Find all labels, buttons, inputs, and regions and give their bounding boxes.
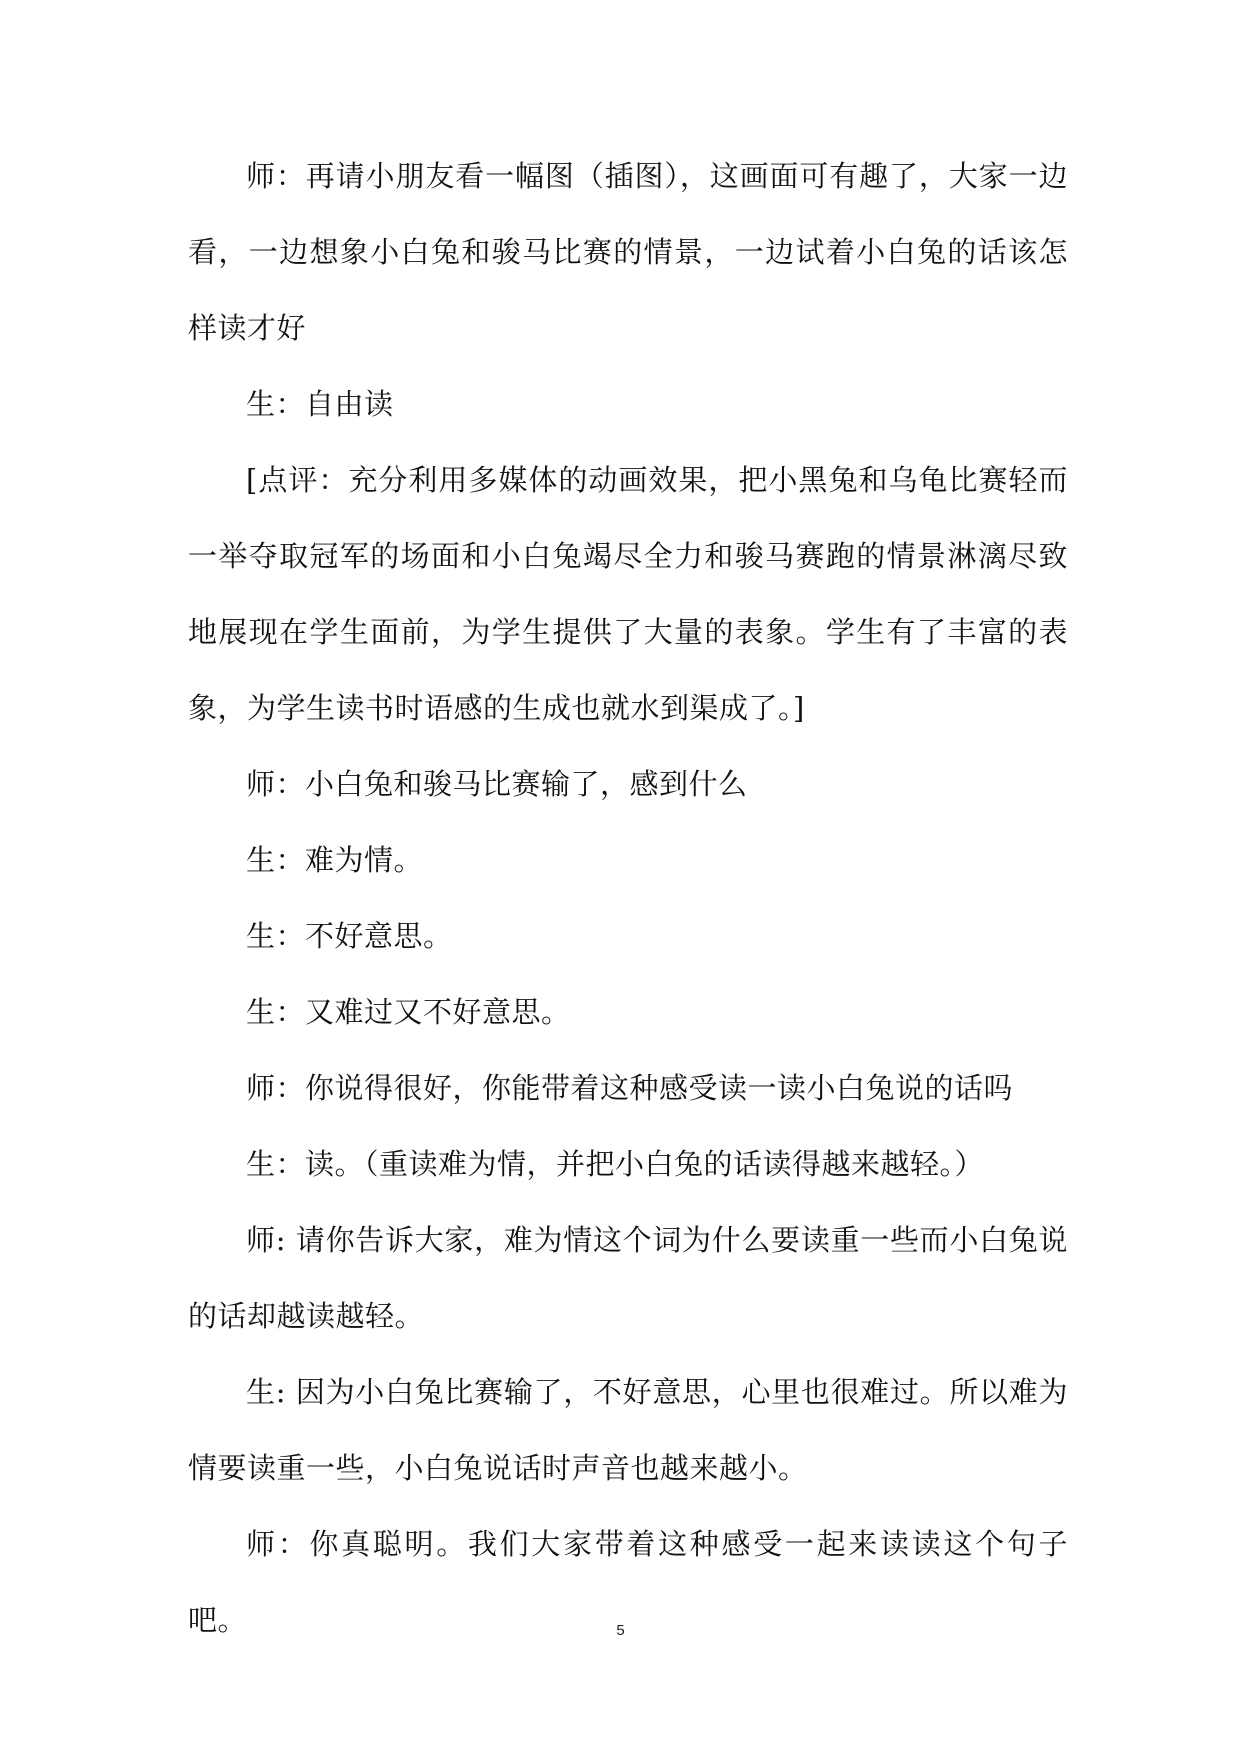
page-content [188,138,1068,1658]
paragraph-student-embarrassed: 生：难为情。 [246,843,424,877]
paragraph-student-shy: 生：不好意思。 [246,919,453,953]
paragraph-teacher-ask-why: 师: 请你告诉大家，难为情这个词为什么要读重一些而小白兔说的话却越读越轻。 [188,1223,1068,1333]
paragraph-student-explains: 生: 因为小白兔比赛输了，不好意思，心里也很难过。所以难为情要读重一些，小白兔说话时声音也越来越小。 [188,1375,1068,1485]
paragraph-teacher-prompt-picture: 师：再请小朋友看一幅图（插图），这画面可有趣了，大家一边看，一边想象小白兔和骏马比赛的情景，一边试着小白兔的话该怎样读才好 [188,159,1068,345]
paragraph-teacher-conclusion: 师：你真聪明。我们大家带着这种感受一起来读读这个句子吧。 [188,1527,1068,1637]
paragraph-student-reads: 生：读。（重读难为情，并把小白兔的话读得越来越轻。） [246,1147,985,1181]
paragraph-commentary: [点评：充分利用多媒体的动画效果，把小黑兔和乌龟比赛轻而一举夺取冠军的场面和小白兔竭尽全力和骏马赛跑的情景淋漓尽致地展现在学生面前，为学生提供了大量的表象。学生有了丰富的表象，为学生读书时语感的生成也就水到渠成了。] [188,463,1068,725]
page-number: 5 [616,1622,625,1639]
paragraph-student-free-reading: 生：自由读 [246,387,394,421]
paragraph-teacher-praise-read: 师：你说得很好，你能带着这种感受读一读小白兔说的话吗 [246,1071,1014,1105]
paragraph-teacher-question-feeling: 师：小白兔和骏马比赛输了，感到什么 [246,767,748,801]
paragraph-student-sad-shy: 生：又难过又不好意思。 [246,995,571,1029]
